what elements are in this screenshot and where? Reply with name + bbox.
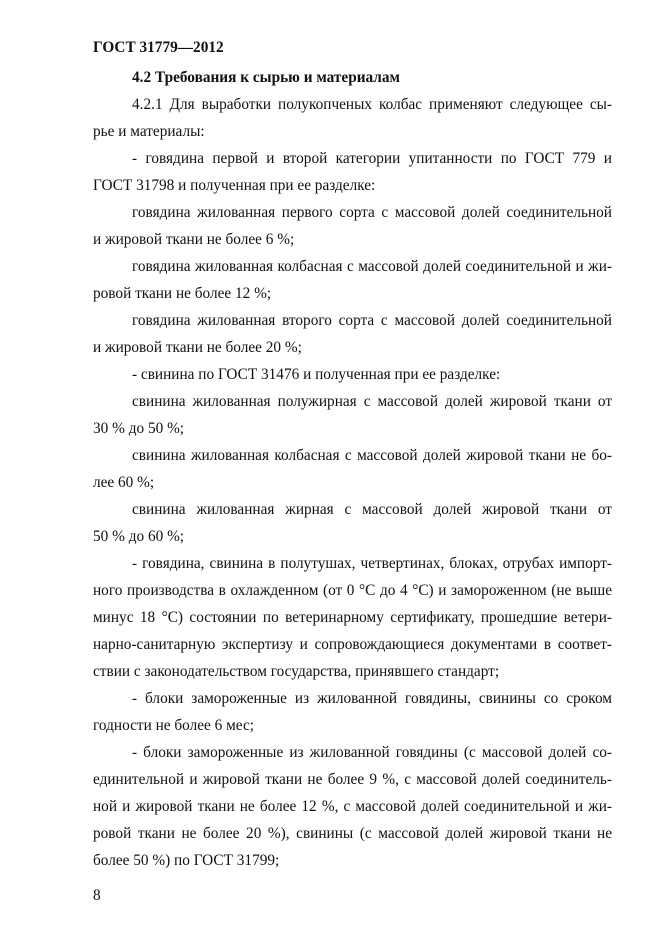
text-line: ной и жировой ткани не более 12 %, с массовой долей соединительной и жи- (93, 798, 612, 815)
text-line: рье и материалы: (93, 123, 205, 140)
pork-sausage-grade (93, 442, 612, 496)
text-line: минус 18 °С) состоянии по ветеринарному сертификату, прошедшие ветери- (93, 609, 612, 626)
text-line: ствии с законодательством государства, принявшего стандарт; (93, 663, 500, 680)
text-line: ровой ткани не более 20 %), свинины (с массовой долей жировой ткани не (93, 825, 612, 842)
text-line: - говядина первой и второй категории упитанности по ГОСТ 779 и (132, 150, 612, 167)
section-heading: 4.2 Требования к сырью и материалам (132, 69, 400, 86)
beef-sausage-grade (93, 253, 612, 307)
list-item-beef (93, 145, 612, 199)
text-line: единительной и жировой ткани не более 9 %, с массовой долей соединитель- (93, 771, 612, 788)
pork-semi-fat (93, 388, 612, 442)
text-line: лее 60 %; (93, 474, 155, 491)
text-line: и жировой ткани не более 20 %; (93, 339, 302, 356)
list-item-frozen-blocks-gost-31799 (93, 739, 612, 874)
text-line: свинина жилованная полужирная с массовой долей жировой ткани от (132, 393, 612, 410)
text-line: нарно-санитарную экспертизу и сопровождающиеся документами в соответ- (93, 636, 612, 653)
text-line: 4.2.1 Для выработки полукопченых колбас применяют следующее сы- (132, 96, 612, 113)
text-line: говядина жилованная второго сорта с массовой долей соединительной (132, 312, 612, 329)
list-item-imported-meat (93, 550, 612, 685)
text-line: - блоки замороженные из жилованной говядины (с массовой долей со- (132, 744, 612, 761)
clause-4-2-1 (93, 91, 612, 145)
standard-code-header: ГОСТ 31779—2012 (93, 39, 224, 56)
text-line: говядина жилованная колбасная с массовой долей соединительной и жи- (132, 258, 612, 275)
page-number: 8 (93, 887, 101, 904)
text-line: более 50 %) по ГОСТ 31799; (93, 852, 280, 869)
text-line: - блоки замороженные из жилованной говядины, свинины со сроком (132, 690, 612, 707)
text-line: ного производства в охлажденном (от 0 °С до 4 °С) и замороженном (не выше (93, 582, 612, 599)
text-line: годности не более 6 мес; (93, 717, 255, 734)
list-item-pork (93, 361, 612, 388)
text-line: говядина жилованная первого сорта с массовой долей соединительной (132, 204, 612, 221)
text-line: и жировой ткани не более 6 %; (93, 231, 295, 248)
beef-grade-1 (93, 199, 612, 253)
text-line: свинина жилованная жирная с массовой долей жировой ткани от (132, 501, 612, 518)
beef-grade-2 (93, 307, 612, 361)
text-line: - говядина, свинина в полутушах, четвертинах, блоках, отрубах импорт- (132, 555, 612, 572)
list-item-frozen-blocks (93, 685, 612, 739)
pork-fat (93, 496, 612, 550)
text-line: ГОСТ 31798 и полученная при ее разделке: (93, 177, 376, 194)
text-line: свинина жилованная колбасная с массовой долей жировой ткани не бо- (132, 447, 612, 464)
text-line: 50 % до 60 %; (93, 528, 185, 545)
text-line: 30 % до 50 %; (93, 420, 185, 437)
page-body (93, 64, 612, 874)
text-line: ровой ткани не более 12 %; (93, 285, 272, 302)
text-line: - свинина по ГОСТ 31476 и полученная при ее разделке: (132, 366, 501, 383)
